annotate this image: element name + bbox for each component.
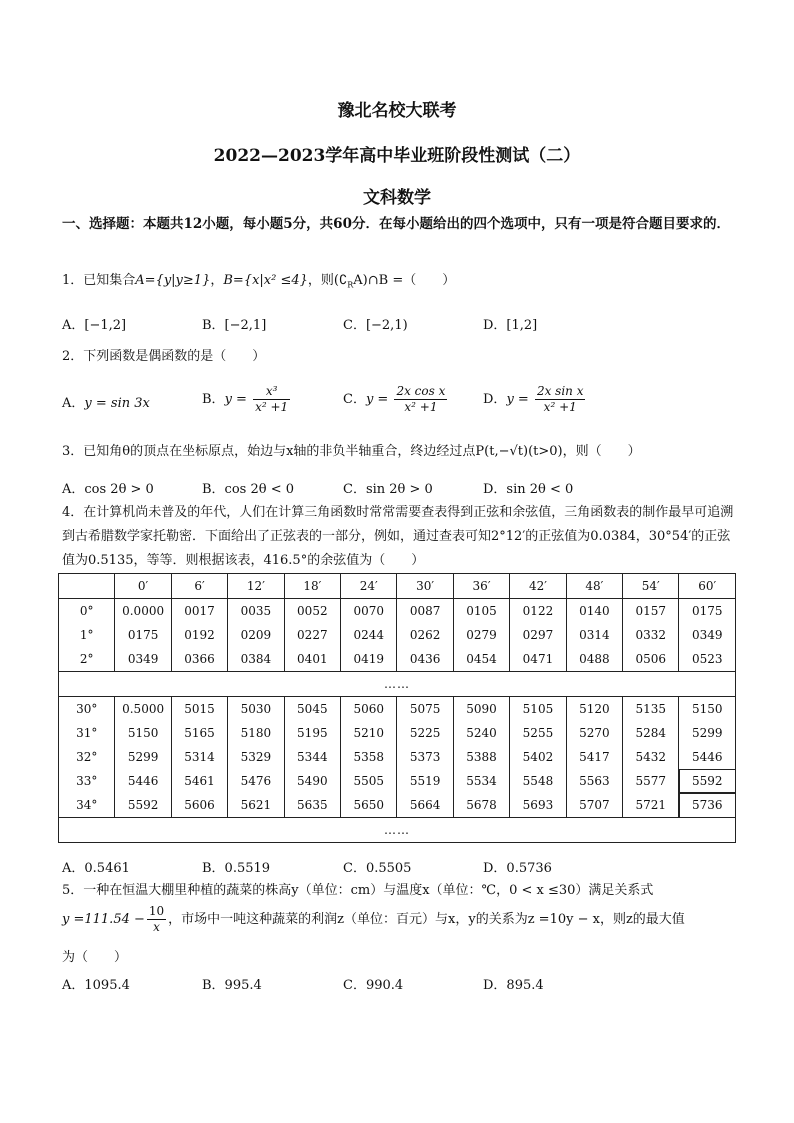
- table-cell: 0366: [171, 647, 227, 672]
- table-row: [59, 623, 736, 647]
- q3-option-c: C．sin 2θ > 0: [343, 482, 433, 497]
- q3-option-d: D．sin 2θ < 0: [483, 482, 574, 497]
- table-cell: 5563: [566, 769, 622, 793]
- table-cell: 5650: [341, 793, 397, 818]
- q4-option-d: D．0.5736: [483, 861, 552, 876]
- table-ellipsis-row: [59, 818, 736, 843]
- q2-option-b-fraction: [253, 384, 290, 415]
- q4-option-b: B．0.5519: [202, 861, 271, 876]
- question-2: 2．下列函数是偶函数的是（ ）: [62, 349, 266, 364]
- table-cell: 0488: [566, 647, 622, 672]
- table-cell: 5015: [171, 697, 227, 722]
- table-header-cell: 36′: [453, 574, 509, 599]
- table-cell: 0454: [453, 647, 509, 672]
- table-row: [59, 745, 736, 769]
- table-cell: 5299: [115, 745, 171, 769]
- table-cell: 0523: [679, 647, 736, 672]
- sine-table: [58, 573, 736, 843]
- q1-options: [62, 314, 742, 338]
- q1-set-a: A={y|y≥1}: [135, 273, 211, 288]
- q1-option-d: D．[1,2]: [483, 318, 538, 333]
- table-cell: 5358: [341, 745, 397, 769]
- table-row: [59, 793, 736, 818]
- table-cell: 5180: [228, 721, 284, 745]
- q5-option-a: A．1095.4: [62, 978, 130, 993]
- table-cell: 5592: [115, 793, 171, 818]
- table-row: [59, 721, 736, 745]
- question-4: 4．在计算机尚未普及的年代，人们在计算三角函数时常常需要查表得到正弦和余弦值，三角函数表的制作最早可追溯到古希腊数学家托勒密．下面给出了正弦表的一部分，例如，通过查表可知2°12′的正弦值为0.0384，30°54′的正弦值为0.5135，等等．则根据该表，416.5°的余弦值为（ ）: [62, 505, 734, 568]
- table-cell: 0349: [115, 647, 171, 672]
- table-header-cell: 18′: [284, 574, 340, 599]
- table-cell: 0052: [284, 599, 340, 624]
- q3-option-a: A．cos 2θ > 0: [62, 482, 154, 497]
- table-cell: 0087: [397, 599, 453, 624]
- q5-line-2-text: ，市场中一吨这种蔬菜的利润z（单位：百元）与x，y的关系为z =10y − x，则z的最大值: [168, 912, 685, 927]
- table-cell: 5344: [284, 745, 340, 769]
- table-cell: 5388: [453, 745, 509, 769]
- table-cell: 5534: [453, 769, 509, 793]
- q2-option-d-numerator: 2x sin x: [536, 384, 584, 398]
- table-cell: 0419: [341, 647, 397, 672]
- table-cell: 5284: [623, 721, 679, 745]
- table-header-cell: 12′: [228, 574, 284, 599]
- table-row-degree: 2°: [59, 647, 115, 672]
- q2-option-b-denominator: x² +1: [255, 400, 289, 414]
- table-cell: 0140: [566, 599, 622, 624]
- school-title: 豫北名校大联考: [337, 101, 457, 121]
- table-row-degree: 1°: [59, 623, 115, 647]
- q1-subscript: R: [347, 280, 354, 290]
- table-cell: 0157: [623, 599, 679, 624]
- table-cell: 5240: [453, 721, 509, 745]
- table-header-cell: 48′: [566, 574, 622, 599]
- question-5-line-1: 5．一种在恒温大棚里种植的蔬菜的株高y（单位：cm）与温度x（单位：℃，0 < x ≤30）满足关系式: [62, 883, 654, 898]
- q5-options: [62, 974, 742, 998]
- q2-option-d-lhs: y =: [506, 392, 529, 407]
- q4-option-a: A．0.5461: [62, 861, 130, 876]
- table-cell: 5195: [284, 721, 340, 745]
- table-cell: 5105: [510, 697, 566, 722]
- table-cell: 0122: [510, 599, 566, 624]
- table-cell: 5707: [566, 793, 622, 818]
- exam-title: 2022—2023学年高中毕业班阶段性测试（二）: [213, 146, 581, 166]
- table-ellipsis: ……: [59, 672, 736, 697]
- q5-equation-lhs: y =111.54 −: [62, 912, 145, 927]
- table-cell: 5135: [623, 697, 679, 722]
- table-cell: 5577: [623, 769, 679, 793]
- q4-option-c: C．0.5505: [343, 861, 412, 876]
- q1-option-a: A．[−1,2]: [62, 318, 127, 333]
- q2-option-c-numerator: 2x cos x: [396, 384, 446, 398]
- table-cell: 5329: [228, 745, 284, 769]
- q2-option-c-lhs: y =: [365, 392, 389, 407]
- table-cell: 0279: [453, 623, 509, 647]
- q2-option-b-lhs: y =: [224, 392, 247, 407]
- table-header-cell: 24′: [341, 574, 397, 599]
- table-cell: 5299: [679, 721, 736, 745]
- q2-option-b-numerator: x³: [253, 384, 290, 400]
- q1-option-c: C．[−2,1): [343, 318, 408, 333]
- table-group-2: [59, 697, 736, 818]
- table-row-degree: 33°: [59, 769, 115, 793]
- table-cell: 5060: [341, 697, 397, 722]
- question-3: 3．已知角θ的顶点在坐标原点，始边与x轴的非负半轴重合，终边经过点P(t,−√t)(t>0)，则（ ）: [62, 444, 641, 459]
- question-5-line-3: 为（ ）: [62, 950, 128, 965]
- table-cell: 5270: [566, 721, 622, 745]
- table-cell: 5432: [623, 745, 679, 769]
- q2-option-c: [343, 384, 449, 415]
- table-cell: 5490: [284, 769, 340, 793]
- table-cell: 5210: [341, 721, 397, 745]
- table-row-degree: 0°: [59, 599, 115, 624]
- table-cell: 0401: [284, 647, 340, 672]
- table-cell: 0175: [115, 623, 171, 647]
- table-cell: 0244: [341, 623, 397, 647]
- table-cell: 5373: [397, 745, 453, 769]
- table-cell: 5120: [566, 697, 622, 722]
- table-cell: 5165: [171, 721, 227, 745]
- table-header-cell: 54′: [623, 574, 679, 599]
- table-cell: 5417: [566, 745, 622, 769]
- table-cell: 0.0000: [115, 599, 171, 624]
- table-cell: 5635: [284, 793, 340, 818]
- q4-options: [62, 857, 742, 881]
- table-ellipsis-row: [59, 672, 736, 697]
- q3-option-b: B．cos 2θ < 0: [202, 482, 294, 497]
- table-cell: 0262: [397, 623, 453, 647]
- table-cell: 0506: [623, 647, 679, 672]
- table-cell: 0175: [679, 599, 736, 624]
- table-cell: 0332: [623, 623, 679, 647]
- table-cell: 5402: [510, 745, 566, 769]
- q2-option-a-expr: y = sin 3x: [84, 396, 150, 411]
- table-cell: 5505: [341, 769, 397, 793]
- table-cell: 5314: [171, 745, 227, 769]
- table-cell: 0017: [171, 599, 227, 624]
- table-header-cell: 60′: [679, 574, 736, 599]
- table-row: [59, 769, 736, 793]
- table-header-cell: 30′: [397, 574, 453, 599]
- q2-option-a-letter: A．: [62, 396, 85, 411]
- q2-option-d-letter: D．: [483, 392, 507, 407]
- table-cell: 5736: [679, 793, 736, 818]
- q2-option-d: [483, 384, 587, 415]
- subject-title: 文科数学: [363, 188, 431, 208]
- q5-fraction-numerator: 10: [148, 904, 165, 918]
- q2-option-c-denominator: x² +1: [404, 400, 438, 414]
- table-cell: 0384: [228, 647, 284, 672]
- section-heading: 一、选择题：本题共12小题，每小题5分，共60分．在每小题给出的四个选项中，只有一项是符合题目要求的．: [62, 216, 730, 232]
- table-cell: 0349: [679, 623, 736, 647]
- q1-set-b: B={x|x² ≤4}: [223, 273, 308, 288]
- q2-option-c-letter: C．: [343, 392, 366, 407]
- table-cell: 5225: [397, 721, 453, 745]
- table-cell: 0436: [397, 647, 453, 672]
- table-group-1: [59, 599, 736, 672]
- q5-option-b: B．995.4: [202, 978, 262, 993]
- table-cell: 0227: [284, 623, 340, 647]
- q1-stem-c: A)∩B =（ ）: [353, 273, 456, 288]
- table-cell: 0471: [510, 647, 566, 672]
- table-cell: 5621: [228, 793, 284, 818]
- table-header-row: [59, 574, 736, 599]
- table-cell: 0.5000: [115, 697, 171, 722]
- q1-option-b: B．[−2,1]: [202, 318, 267, 333]
- question-5-line-2: [62, 904, 738, 942]
- table-cell: 5693: [510, 793, 566, 818]
- table-cell: 5075: [397, 697, 453, 722]
- q3-options: [62, 478, 742, 502]
- q1-stem-b: ，则(∁: [307, 273, 348, 288]
- q5-fraction: [147, 904, 166, 935]
- table-cell: 5548: [510, 769, 566, 793]
- q1-stem-a: 1．已知集合: [62, 273, 136, 288]
- q5-option-d: D．895.4: [483, 978, 544, 993]
- table-row-degree: 34°: [59, 793, 115, 818]
- table-cell: 5045: [284, 697, 340, 722]
- table-cell: 5592: [679, 769, 736, 793]
- table-header-cell: 0′: [115, 574, 171, 599]
- table-row: [59, 647, 736, 672]
- table-cell: 5030: [228, 697, 284, 722]
- table-cell: 5664: [397, 793, 453, 818]
- q2-options: [62, 384, 742, 424]
- table-row-degree: 31°: [59, 721, 115, 745]
- table-cell: 5721: [623, 793, 679, 818]
- q2-option-a: [62, 392, 150, 411]
- q2-option-c-fraction: [394, 384, 447, 415]
- table-row: [59, 697, 736, 722]
- table-cell: 5476: [228, 769, 284, 793]
- table-cell: 0192: [171, 623, 227, 647]
- q2-option-d-denominator: x² +1: [543, 400, 577, 414]
- table-header-cell: [59, 574, 115, 599]
- table-header-cell: 42′: [510, 574, 566, 599]
- table-cell: 5446: [679, 745, 736, 769]
- q2-option-b: [202, 384, 292, 415]
- q2-option-d-fraction: [535, 384, 586, 415]
- table-row-degree: 30°: [59, 697, 115, 722]
- table-cell: 5519: [397, 769, 453, 793]
- q1-sep: ，: [210, 273, 224, 288]
- table-cell: 5446: [115, 769, 171, 793]
- table-cell: 0314: [566, 623, 622, 647]
- table-cell: 0035: [228, 599, 284, 624]
- table-cell: 5606: [171, 793, 227, 818]
- table-cell: 5150: [679, 697, 736, 722]
- table-header-cell: 6′: [171, 574, 227, 599]
- q5-option-c: C．990.4: [343, 978, 404, 993]
- table-cell: 5461: [171, 769, 227, 793]
- q5-fraction-denominator: x: [153, 920, 160, 934]
- table-ellipsis: ……: [59, 818, 736, 843]
- table-cell: 0105: [453, 599, 509, 624]
- table-cell: 5150: [115, 721, 171, 745]
- table-cell: 0209: [228, 623, 284, 647]
- question-1: [62, 270, 738, 297]
- table-cell: 0297: [510, 623, 566, 647]
- table-cell: 5678: [453, 793, 509, 818]
- q2-option-b-letter: B．: [202, 392, 225, 407]
- table-cell: 5090: [453, 697, 509, 722]
- table-row: [59, 599, 736, 624]
- table-cell: 0070: [341, 599, 397, 624]
- table-cell: 5255: [510, 721, 566, 745]
- table-row-degree: 32°: [59, 745, 115, 769]
